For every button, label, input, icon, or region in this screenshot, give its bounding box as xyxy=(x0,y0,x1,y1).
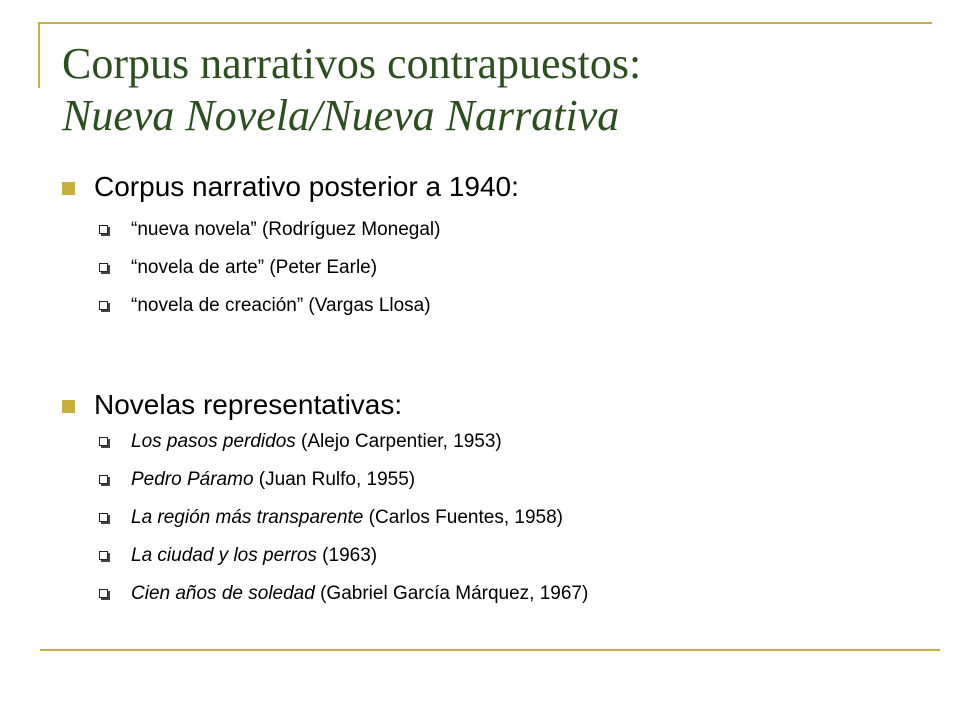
bottom-rule xyxy=(40,649,940,651)
square-bullet-icon xyxy=(62,400,75,413)
list-item: Los pasos perdidos (Alejo Carpentier, 1953) xyxy=(62,430,922,454)
list-item: Pedro Páramo (Juan Rulfo, 1955) xyxy=(62,468,922,492)
list-item: “nueva novela” (Rodríguez Monegal) xyxy=(62,218,922,242)
section-corpus xyxy=(62,170,922,318)
top-rule xyxy=(40,22,932,24)
section-heading: Novelas representativas: xyxy=(62,388,922,422)
list-item: “novela de creación” (Vargas Llosa) xyxy=(62,294,922,318)
checkbox-bullet-icon xyxy=(99,475,108,484)
square-bullet-icon xyxy=(62,182,75,195)
checkbox-bullet-icon xyxy=(99,263,108,272)
checkbox-bullet-icon xyxy=(99,301,108,310)
slide-content xyxy=(62,160,922,620)
list-item: La región más transparente (Carlos Fuentes, 1958) xyxy=(62,506,922,530)
checkbox-bullet-icon xyxy=(99,225,108,234)
list-item: Cien años de soledad (Gabriel García Márquez, 1967) xyxy=(62,582,922,606)
corpus-list xyxy=(62,218,922,318)
checkbox-bullet-icon xyxy=(99,437,108,446)
section-heading: Corpus narrativo posterior a 1940: xyxy=(62,170,922,204)
novels-list xyxy=(62,430,922,606)
section-novelas xyxy=(62,388,922,606)
left-rule xyxy=(38,22,40,88)
checkbox-bullet-icon xyxy=(99,513,108,522)
title-line-2: Nueva Novela/Nueva Narrativa xyxy=(62,91,620,140)
slide-title xyxy=(62,38,922,142)
checkbox-bullet-icon xyxy=(99,551,108,560)
checkbox-bullet-icon xyxy=(99,589,108,598)
title-line-1: Corpus narrativos contrapuestos: xyxy=(62,39,642,88)
list-item: “novela de arte” (Peter Earle) xyxy=(62,256,922,280)
list-item: La ciudad y los perros (1963) xyxy=(62,544,922,568)
